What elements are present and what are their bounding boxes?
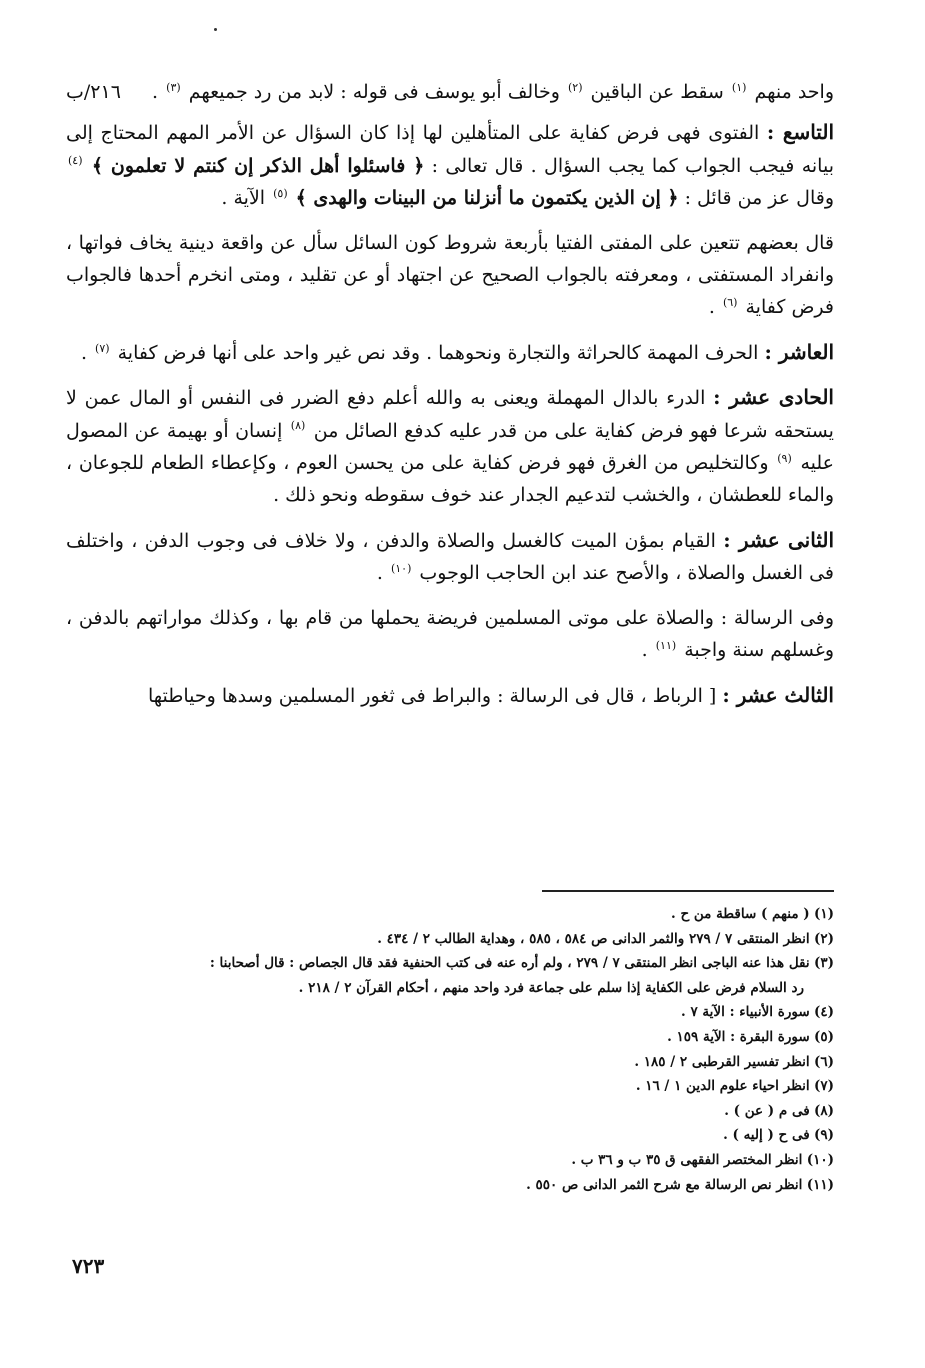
footnote-2 [60,927,834,952]
text-segment: الدرء بالدال المهملة ويعنى به والله أعلم دفع الضرر فى النفس أو المال عمن لا يستحقه شرعا فهو فرض كفاية على من قدر عليه كدفع الصائل من [66,387,834,442]
text-segment: . [708,296,715,319]
paragraph-1 [66,76,834,108]
footnote-4 [60,1000,834,1025]
footnote-ref-9: (٩) [777,451,792,465]
footnote-text: انظر المنتقى ٧ / ٢٧٩ والثمر الدانى ص ٥٨٤ ، ٥٨٥ ، وهداية الطالب ٢ / ٤٣٤ . [377,930,810,947]
footnote-number: (٥) [813,1028,834,1045]
footnote-ref-2: (٢) [567,80,583,94]
text-segment: القيام بمؤن الميت كالغسل والصلاة والدفن ، ولا خلاف فى وجوب الدفن ، واختلف فى الغسل والصلاة ، والأصح عند ابن الحاجب الوجوب [66,529,834,585]
text-segment: وخالف أبو يوسف فى قوله : لابد من رد [253,81,560,103]
text-segment: . [80,341,87,364]
footnote-7 [60,1074,834,1099]
footnote-ref-1: (١) [731,80,747,94]
footnote-ref-3: (٣) [166,80,181,94]
footnote-number: (١٠) [806,1151,834,1168]
folio-reference: ٢١٦/ب [66,81,121,103]
paragraph-3 [66,227,834,324]
footnote-number: (٧) [813,1078,834,1095]
footnote-ref-8: (٨) [290,419,306,433]
footnote-3 [60,951,834,976]
footnote-number: (٨) [813,1102,834,1119]
text-segment: الحرف المهمة كالحراثة والتجارة ونحوهما . وقد نص غير واحد على أنها فرض كفاية [117,341,759,364]
footnote-number: (٦) [813,1053,834,1070]
footnote-ref-6: (٦) [722,296,738,310]
footnote-text: ( منهم ) ساقطة من ح . [671,906,810,922]
text-segment: الفتوى فهى فرض كفاية على المتأهلين لها إذا كان السؤال عن الأمر المهم المحتاج إلى بيانه فيجب الجواب كما يجب السؤال . قال تعالى : [66,122,834,177]
footnote-text: رد السلام فرض على الكفاية إذا سلم على جماعة فرد واحد منهم ، أحكام القرآن ٢ / ٢١٨ . [298,979,804,996]
text-segment: قال بعضهم تتعين على المفتى الفتيا بأربعة شروط كون السائل سأل عن واقعة دينية يخاف فواتها ، وانفراد المستفتى ، ومعرفته بالجواب الصحيح عن اجتهاد أو عن تقليد ، ومتى انخرم أحدها فالجواب فرض كفاية [66,231,834,319]
text-segment: وفى الرسالة : والصلاة على موتى المسلمين فريضة يحملها من قام بها ، وكذلك مواراتهم بالدفن ، وغسلهم سنة واجبة [66,606,834,662]
paragraph-8 [66,679,834,712]
footnote-11 [60,1173,834,1198]
footnote-text: نقل هذا عنه الباجى انظر المنتقى ٧ / ٢٧٩ ، ولم أره عنه فى كتب الحنفية فقد قال الجصاص : قال أصحابنا : [209,955,810,972]
footnote-6 [60,1050,834,1075]
footnote-number: (٢) [813,930,834,947]
footnote-ref-11: (١١) [655,638,677,652]
footnote-number: (١) [813,906,834,922]
paragraph-5 [66,381,834,512]
text-segment: الآية . [221,187,266,210]
footnote-5 [60,1025,834,1050]
footnote-text: فى م ( عن ) . [724,1102,810,1119]
text-segment: جميعهم [188,81,248,103]
footnote-9 [60,1123,834,1148]
text-segment: . [376,562,383,585]
text-segment: وقال عز من قائل : [684,187,834,210]
footnote-number: (٩) [813,1127,834,1144]
text-segment: . [641,639,648,662]
footnote-3-continuation [60,976,834,1001]
section-heading-tenth: العاشر : [764,339,834,364]
paragraph-7 [66,602,834,667]
text-segment: . [152,81,159,103]
paragraph-2 [66,116,834,214]
footnote-number: (٣) [813,955,834,972]
section-heading-eleventh: الحادى عشر : [713,385,834,410]
footnote-ref-5: (٥) [273,186,288,200]
text-segment: [ الرباط ، قال فى الرسالة : والبراط فى ثغور المسلمين وسدها وحياطتها [147,684,717,707]
footnote-divider [542,890,834,892]
quran-quote: ﴿ فاسئلوا أهل الذكر إن كنتم لا تعلمون ﴾ [91,154,425,177]
footnote-1 [60,902,834,927]
footnote-ref-10: (١٠) [390,561,412,575]
footnote-number: (١١) [806,1176,834,1193]
footnote-text: سورة البقرة : الآية ١٥٩ . [667,1028,810,1045]
footnote-number: (٤) [813,1004,834,1021]
main-text [66,76,834,724]
footnote-text: انظر نص الرسالة مع شرح الثمر الدانى ص ٥٥٠ . [526,1176,803,1193]
ink-dot [214,28,217,31]
text-segment: واحد منهم [754,81,834,103]
footnote-ref-4: (٤) [68,154,83,168]
text-segment: وكالتخليص من الغرق فهو فرض كفاية على من يحسن العوم ، وكإعطاء الطعام للجوعان ، والماء للعطشان ، والخشب لتدعيم الجدار عند خوف سقوطه ونحو ذلك . [66,452,834,507]
page-number: ٧٢٣ [72,1254,105,1278]
footnote-8 [60,1099,834,1124]
footnotes [60,902,834,1197]
footnote-text: سورة الأنبياء : الآية ٧ . [681,1004,810,1021]
text-segment: سقط عن الباقين [590,81,724,103]
section-heading-thirteenth: الثالث عشر : [722,682,834,707]
paragraph-6 [66,524,834,590]
footnote-text: انظر تفسير القرطبى ٢ / ١٨٥ . [634,1053,810,1070]
footnote-10 [60,1148,834,1173]
footnote-text: انظر احياء علوم الدين ١ / ١٦ . [635,1078,810,1095]
quran-quote: ﴿ إن الذين يكتمون ما أنزلنا من البينات والهدى ﴾ [295,187,679,210]
text-segment: إنسان أو بهيمة عن المصول عليه [66,419,834,475]
footnote-text: فى ح ( إليه ) . [723,1127,810,1144]
footnote-ref-7: (٧) [95,341,110,355]
paragraph-4 [66,336,834,369]
section-heading-ninth: التاسع : [766,120,834,145]
footnote-text: انظر المختصر الفقهى ق ٣٥ ب و ٣٦ ب . [571,1151,803,1168]
section-heading-twelfth: الثانى عشر : [723,527,835,552]
